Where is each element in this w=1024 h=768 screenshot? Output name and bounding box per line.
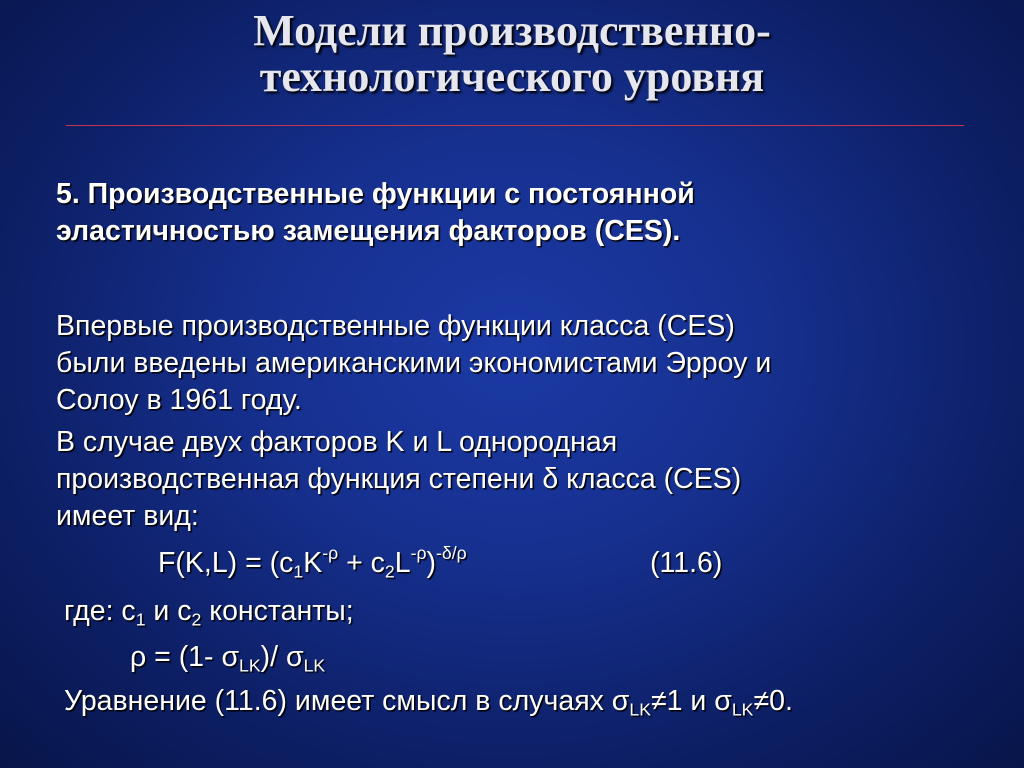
condition-subscript: LK — [629, 699, 651, 720]
condition-suffix: ≠0. — [753, 685, 793, 717]
section-heading — [56, 176, 1014, 250]
rho-prefix: ρ = (1- σ — [130, 641, 240, 673]
section-heading-line: 5. Производственные функции с постоянной — [56, 178, 695, 210]
paragraph-line: Солоу в 1961 году. — [56, 384, 302, 416]
paragraph-line: В случае двух факторов K и L однородная — [56, 426, 618, 458]
condition-subscript: LK — [731, 699, 754, 720]
rho-definition — [130, 639, 325, 676]
formula-superscript: -ρ — [410, 542, 427, 563]
rho-subscript: LK — [303, 655, 326, 676]
constants-middle: и c — [145, 595, 192, 627]
formula-close-paren: ) — [426, 547, 437, 579]
condition-line — [64, 683, 793, 720]
paragraph-two-factors — [56, 424, 1024, 535]
constants-subscript: 1 — [135, 609, 146, 630]
condition-middle: ≠1 и σ — [651, 685, 732, 717]
formula-plus: + c — [338, 547, 385, 579]
paragraph-line: имеет вид: — [56, 500, 199, 532]
paragraph-line: производственная функция степени δ класса (CES) — [56, 463, 742, 495]
title-divider — [66, 125, 964, 126]
ces-formula — [158, 542, 467, 582]
rho-middle: )/ σ — [260, 641, 304, 673]
rho-subscript: LK — [239, 655, 261, 676]
constants-line — [64, 593, 354, 630]
paragraph-line: были введены американскими экономистами Эрроу и — [56, 347, 772, 379]
formula-superscript: -ρ — [322, 542, 339, 563]
slide-title-line: Модели производственно- — [253, 6, 771, 55]
paragraph-history — [56, 308, 1024, 419]
constants-suffix: константы; — [201, 595, 354, 627]
slide-title — [0, 8, 1024, 100]
section-heading-line: эластичностью замещения факторов (CES). — [56, 215, 681, 247]
formula-exponent: -δ/ρ — [436, 542, 467, 563]
formula-number: (11.6) — [650, 547, 723, 579]
constants-prefix: где: c — [64, 595, 136, 627]
formula-l: L — [394, 547, 411, 579]
slide-title-line: технологического уровня — [259, 52, 765, 101]
formula-lhs: F(K,L) = (c — [158, 547, 294, 579]
paragraph-line: Впервые производственные функции класса (CES) — [56, 310, 735, 342]
formula-subscript: 2 — [384, 561, 395, 582]
constants-subscript: 2 — [191, 609, 202, 630]
formula-subscript: 1 — [293, 561, 304, 582]
formula-k: K — [303, 547, 323, 579]
condition-prefix: Уравнение (11.6) имеет смысл в случаях σ — [64, 685, 630, 717]
